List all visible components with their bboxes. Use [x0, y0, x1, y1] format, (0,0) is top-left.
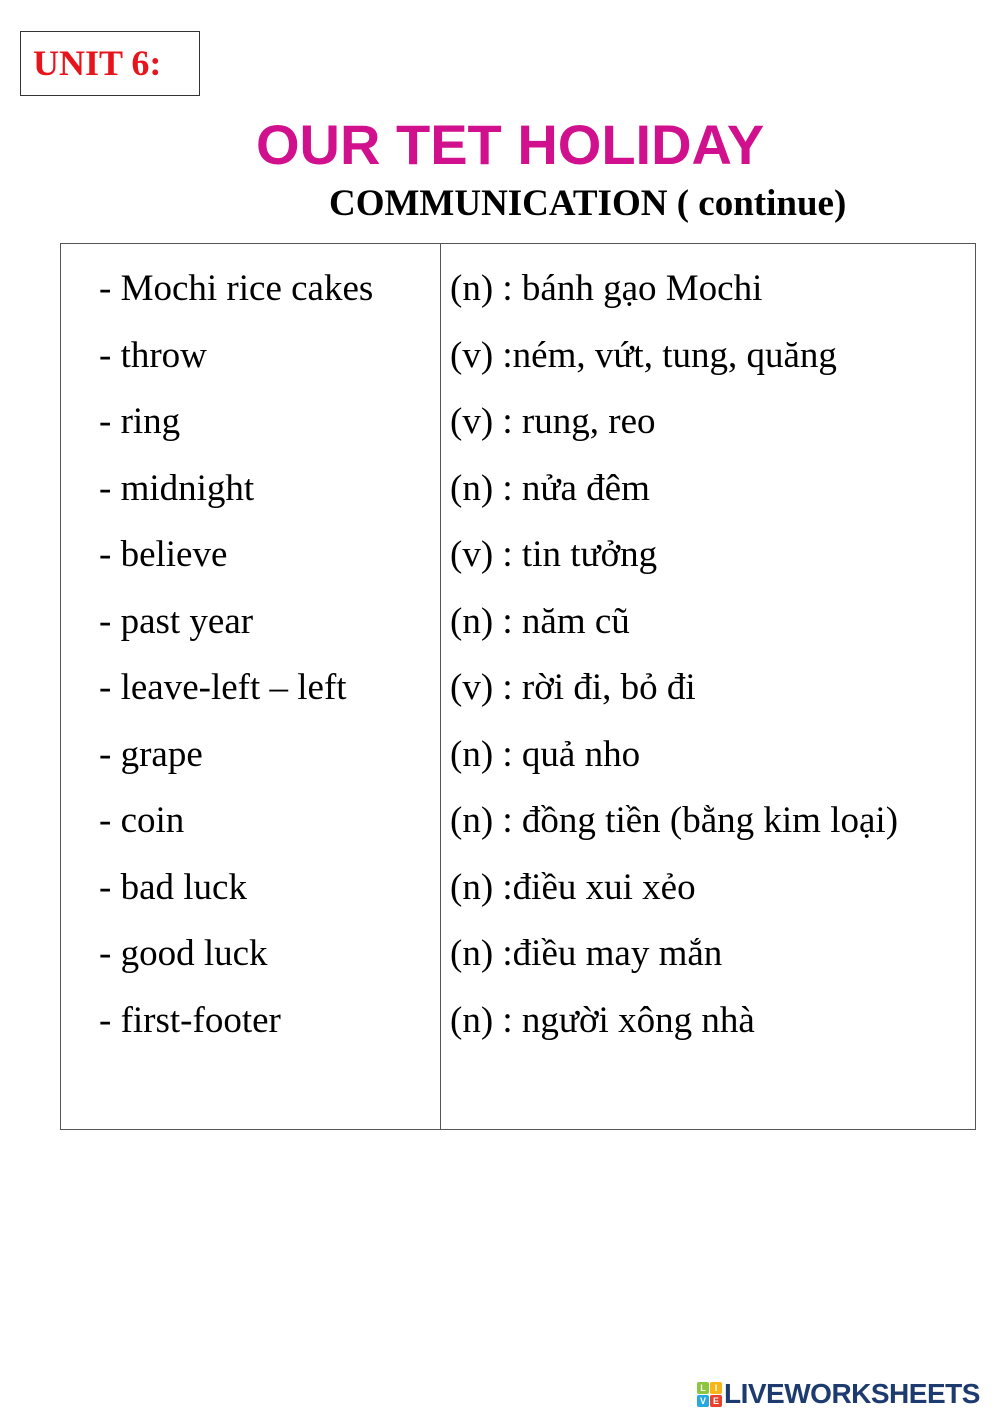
vocabulary-row	[61, 256, 975, 323]
term: - leave-left – left	[99, 667, 347, 708]
definition: (n) : người xông nhà	[450, 999, 755, 1041]
term: - past year	[99, 600, 254, 642]
vocabulary-row	[61, 988, 975, 1055]
logo-icon: L I V E	[697, 1382, 722, 1407]
definition: (n) : đồng tiền (bằng kim loại)	[450, 800, 899, 841]
vocabulary-rows	[61, 256, 975, 1054]
term: - good luck	[99, 933, 268, 974]
vocabulary-row	[61, 788, 975, 855]
term: - coin	[99, 800, 185, 841]
definition: (v) : rời đi, bỏ đi	[450, 667, 696, 708]
definition: (v) : tin tưởng	[450, 534, 658, 575]
definition: (v) : rung, reo	[450, 401, 656, 442]
vocabulary-row	[61, 389, 975, 456]
vocabulary-row	[61, 855, 975, 922]
definition: (n) : năm cũ	[450, 600, 630, 642]
vocabulary-row	[61, 522, 975, 589]
term: - first-footer	[99, 999, 281, 1041]
term: - midnight	[99, 467, 255, 509]
definition: (n) : quả nho	[450, 733, 641, 775]
term: - bad luck	[99, 866, 247, 908]
vocabulary-row	[61, 722, 975, 789]
page-title: OUR TET HOLIDAY	[256, 113, 765, 176]
vocabulary-row	[61, 323, 975, 390]
vocabulary-table	[60, 243, 976, 1130]
term: - ring	[99, 401, 181, 442]
term: - grape	[99, 733, 203, 775]
vocabulary-row	[61, 456, 975, 523]
page-subtitle: COMMUNICATION ( continue)	[329, 183, 847, 224]
definition: (n) :điều xui xẻo	[450, 866, 696, 908]
unit-label: UNIT 6:	[20, 31, 200, 96]
definition: (n) : bánh gạo Mochi	[450, 268, 763, 309]
definition: (n) :điều may mắn	[450, 933, 723, 974]
vocabulary-row	[61, 655, 975, 722]
liveworksheets-logo	[697, 1378, 980, 1410]
definition: (n) : nửa đêm	[450, 467, 650, 509]
term: - believe	[99, 534, 228, 575]
term: - throw	[99, 334, 207, 376]
definition: (v) :ném, vứt, tung, quăng	[450, 334, 837, 376]
vocabulary-row	[61, 589, 975, 656]
term: - Mochi rice cakes	[99, 268, 374, 309]
vocabulary-row	[61, 921, 975, 988]
logo-text: LIVEWORKSHEETS	[724, 1378, 980, 1409]
